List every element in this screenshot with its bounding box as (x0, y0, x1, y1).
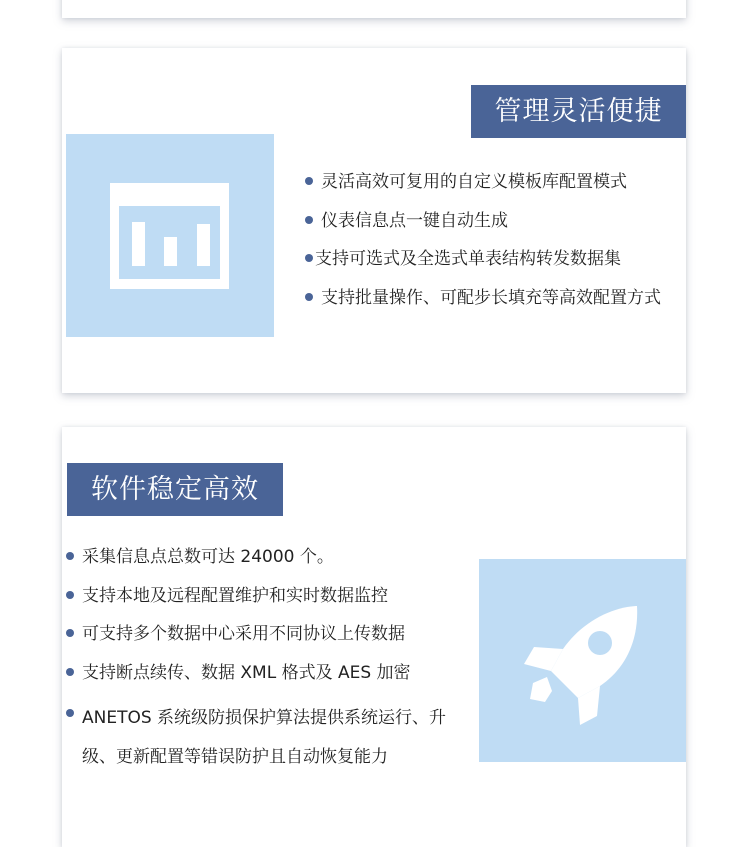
bullet-dot (66, 668, 74, 676)
section-title: 管理灵活便捷 (471, 85, 686, 138)
chart-window-icon (66, 134, 274, 337)
bullet-dot (305, 254, 313, 262)
bullet-dot (305, 293, 313, 301)
list-item: 可支持多个数据中心采用不同协议上传数据 (66, 622, 474, 661)
bullet-dot (66, 629, 74, 637)
bullet-dot (66, 591, 74, 599)
previous-card (62, 0, 686, 18)
chart-window-illustration (66, 134, 274, 337)
feature-card-management (62, 48, 686, 393)
list-item: 支持批量操作、可配步长填充等高效配置方式 (305, 286, 661, 325)
list-item: 仪表信息点一键自动生成 (305, 209, 661, 248)
list-item: 支持断点续传、数据 XML 格式及 AES 加密 (66, 661, 474, 700)
list-item: 采集信息点总数可达 24000 个。 (66, 545, 474, 584)
bullet-dot (305, 177, 313, 185)
list-item: 支持可选式及全选式单表结构转发数据集 (305, 247, 661, 286)
bullet-dot (66, 552, 74, 560)
list-item: 灵活高效可复用的自定义模板库配置模式 (305, 170, 661, 209)
list-item: 支持本地及远程配置维护和实时数据监控 (66, 584, 474, 623)
section-title: 软件稳定高效 (67, 463, 283, 516)
feature-card-software (62, 427, 686, 847)
bullet-dot (66, 709, 74, 717)
rocket-icon (479, 559, 686, 762)
feature-list (305, 170, 661, 324)
bullet-dot (305, 216, 313, 224)
feature-list (66, 545, 474, 777)
rocket-illustration (479, 559, 686, 762)
list-item: ANETOS 系统级防损保护算法提供系统运行、升级、更新配置等错误防护且自动恢复能力 (66, 699, 474, 777)
